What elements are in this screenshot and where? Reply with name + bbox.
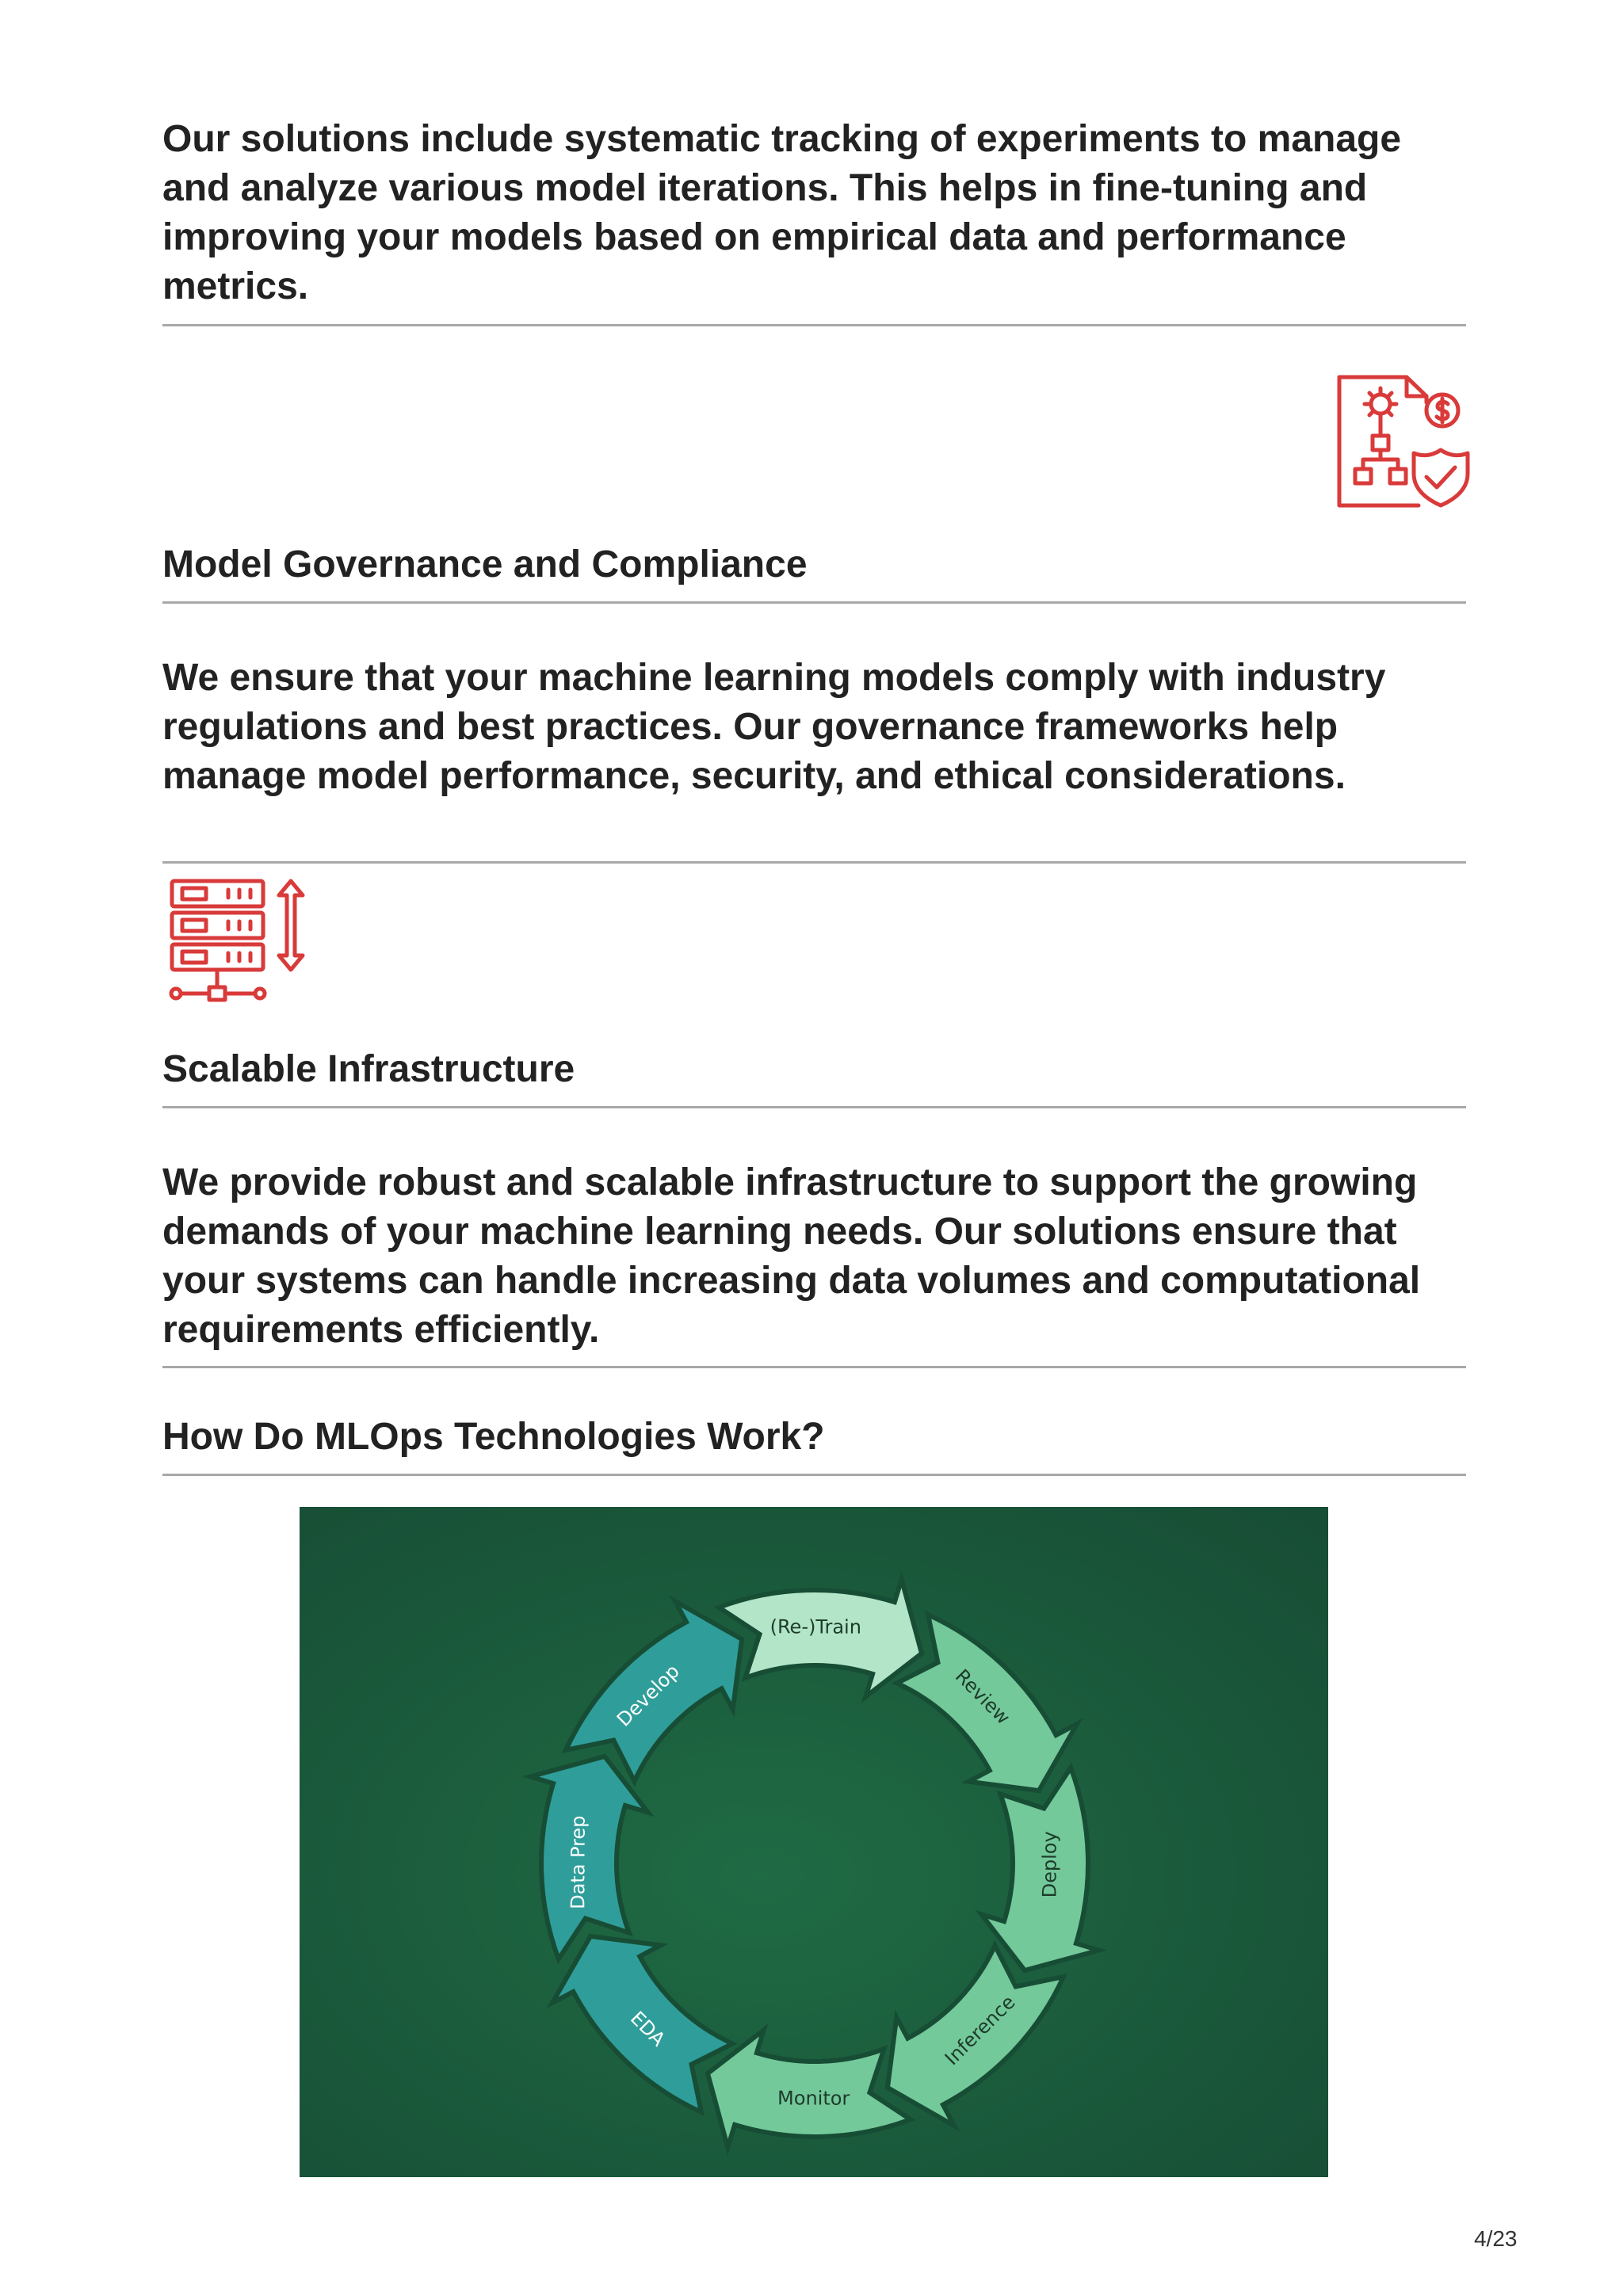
divider	[162, 861, 1466, 864]
infrastructure-title: Scalable Infrastructure	[162, 1048, 575, 1090]
experiment-tracking-text: Our solutions include systematic tracking of experiments to manage and analyze various model iterations. This helps in fine-tuning and improving your models based on empirical data and performance metrics.	[162, 118, 1402, 307]
divider	[162, 324, 1466, 326]
divider	[162, 1474, 1466, 1476]
server-scale-icon	[168, 878, 311, 1009]
cycle-label-data-prep: Data Prep	[567, 1815, 590, 1909]
governance-body	[162, 654, 1466, 801]
divider	[162, 601, 1466, 604]
divider	[162, 1106, 1466, 1108]
infrastructure-body	[162, 1158, 1466, 1355]
governance-document-icon	[1331, 371, 1474, 517]
cycle-label-deploy: Deploy	[1038, 1831, 1061, 1898]
infrastructure-text: We provide robust and scalable infrastructure to support the growing demands of your machine learning needs. Our solutions ensure that your systems can handle increasing data volumes and computational requirements efficiently.	[162, 1161, 1421, 1351]
cycle-label-re-train: (Re-)Train	[769, 1615, 862, 1638]
how-it-works-title: How Do MLOps Technologies Work?	[162, 1416, 825, 1458]
experiment-tracking-section	[162, 115, 1466, 311]
how-it-works-section	[162, 1413, 1466, 1461]
infrastructure-section	[162, 1046, 1466, 1093]
cycle-label-develop: Develop	[612, 1660, 684, 1731]
cycle-label-inference: Inference	[940, 1990, 1020, 2070]
governance-text: We ensure that your machine learning models comply with industry regulations and best practices. Our governance frameworks help manage model performance, security, and ethical considerations.	[162, 657, 1386, 797]
governance-title: Model Governance and Compliance	[162, 543, 808, 585]
governance-section	[162, 541, 1466, 589]
mlops-cycle-diagram	[300, 1507, 1328, 2177]
cycle-label-review: Review	[950, 1665, 1015, 1730]
page-number: 4/23	[1474, 2226, 1518, 2251]
divider	[162, 1366, 1466, 1368]
mlops-cycle-svg	[300, 1507, 1328, 2177]
cycle-label-monitor: Monitor	[777, 2087, 850, 2110]
cycle-label-eda: EDA	[626, 2007, 670, 2051]
